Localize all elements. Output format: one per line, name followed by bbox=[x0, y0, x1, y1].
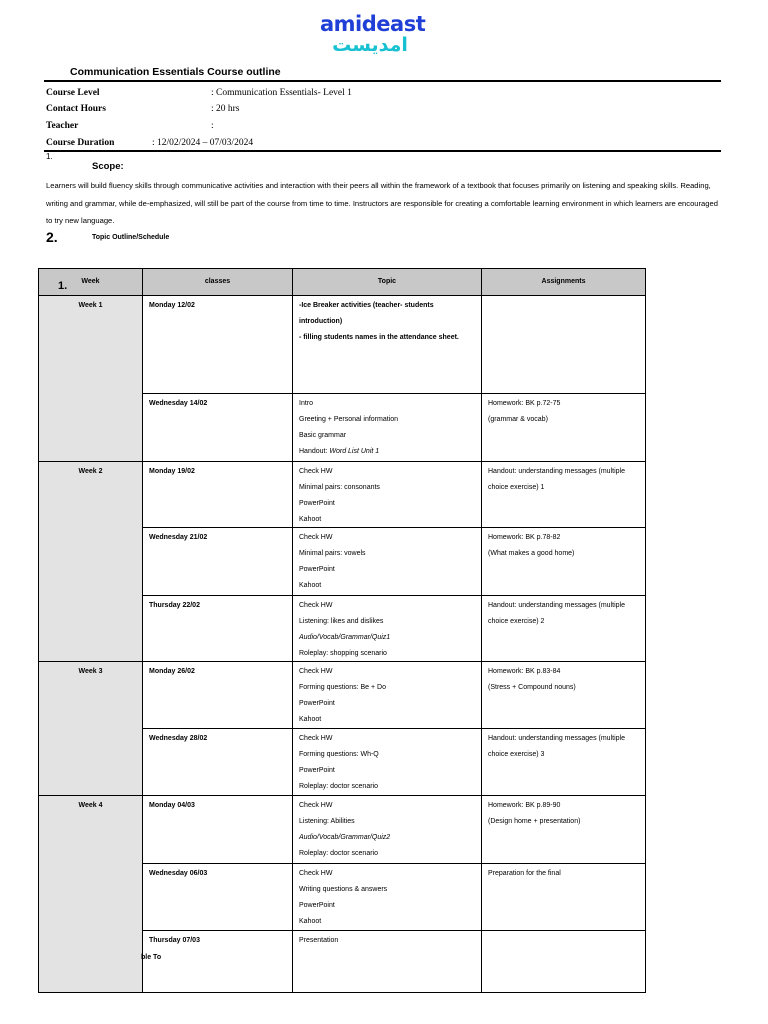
header-week-label: Week bbox=[81, 278, 100, 285]
topic-line: Writing questions & answers bbox=[299, 886, 388, 893]
topic-line: Intro bbox=[299, 400, 314, 407]
assignment-line: Homework: BK p.83-84 bbox=[488, 668, 561, 675]
topic-line: PowerPoint bbox=[299, 566, 335, 573]
title-rule bbox=[44, 80, 721, 82]
topic-line: Listening: Abilities bbox=[299, 818, 355, 825]
topic-line: PowerPoint bbox=[299, 700, 335, 707]
topic-line: Minimal pairs: vowels bbox=[299, 550, 366, 557]
topic-line: PowerPoint bbox=[299, 767, 335, 774]
assignment-cell bbox=[481, 527, 646, 596]
header-week bbox=[38, 268, 143, 296]
assignment-line: Handout: understanding messages (multiple bbox=[488, 735, 625, 742]
topic-cell bbox=[292, 661, 482, 729]
assignment-cell bbox=[481, 393, 646, 462]
assignment-cell bbox=[481, 930, 646, 993]
assignment-line: Homework: BK p.78-82 bbox=[488, 534, 561, 541]
assignment-cell bbox=[481, 795, 646, 864]
class-cell: Wednesday 28/02 bbox=[142, 728, 293, 796]
week-cell: Week 1 bbox=[38, 295, 143, 462]
header-topic: Topic bbox=[292, 268, 482, 296]
info-label: Teacher bbox=[46, 121, 79, 131]
assignment-line: (grammar & vocab) bbox=[488, 416, 548, 423]
info-value: : 20 hrs bbox=[211, 104, 240, 114]
section-1-number: 1. bbox=[46, 152, 53, 161]
topic-line: Check HW bbox=[299, 602, 333, 609]
logo-wordmark-en: amideast bbox=[320, 12, 426, 36]
topic-line: Minimal pairs: consonants bbox=[299, 484, 380, 491]
schedule-table bbox=[38, 268, 646, 992]
topic-line: Audio/Vocab/Grammar/Quiz2 bbox=[299, 834, 391, 841]
assignment-cell bbox=[481, 461, 646, 528]
amideast-logo bbox=[318, 12, 428, 56]
topic-line: Kahoot bbox=[299, 918, 322, 925]
topic-line: Kahoot bbox=[299, 582, 322, 589]
scope-paragraph: Learners will build fluency skills through communicative activities and interaction with their peers all within the framework of a textbook that focuses primarily on listening and speaking skills. Reading, writing and grammar, while de-emphasized, will still be part of the course from time to time. Instructors are responsible for creating a comfortable learning environment in which learners are encouraged to try new language. bbox=[46, 181, 718, 225]
topic-line: Check HW bbox=[299, 534, 333, 541]
topic-line: Check HW bbox=[299, 802, 333, 809]
week-cell: Week 2 bbox=[38, 461, 143, 662]
topic-line: Basic grammar bbox=[299, 432, 347, 439]
topic-cell bbox=[292, 930, 482, 993]
topic-line: Check HW bbox=[299, 870, 333, 877]
topic-line: Forming questions: Wh-Q bbox=[299, 751, 379, 758]
topic-line: - filling students names in the attendance sheet. bbox=[299, 334, 459, 341]
topic-line: Check HW bbox=[299, 735, 333, 742]
header-assignments: Assignments bbox=[481, 268, 646, 296]
topic-line: PowerPoint bbox=[299, 500, 335, 507]
topic-line: Roleplay: shopping scenario bbox=[299, 650, 387, 657]
topic-line: Presentation bbox=[299, 937, 339, 944]
topic-line-italic: Word List Unit 1 bbox=[329, 448, 380, 455]
class-cell: Monday 19/02 bbox=[142, 461, 293, 528]
topic-cell bbox=[292, 595, 482, 662]
topic-line-prefix: Handout: bbox=[299, 448, 330, 455]
topic-outline-heading: Topic Outline/Schedule bbox=[92, 234, 170, 241]
assignment-line: Homework: BK p.89-90 bbox=[488, 802, 561, 809]
class-cell: Thursday 22/02 bbox=[142, 595, 293, 662]
topic-line-handout bbox=[299, 444, 481, 460]
info-value: : bbox=[211, 121, 214, 131]
info-label: Contact Hours bbox=[46, 104, 106, 114]
topic-line: -Ice Breaker activities (teacher- students bbox=[299, 302, 434, 309]
topic-line: Listening: likes and dislikes bbox=[299, 618, 384, 625]
assignment-line: (Stress + Compound nouns) bbox=[488, 684, 576, 691]
document-title: Communication Essentials Course outline bbox=[70, 66, 281, 78]
assignment-cell bbox=[481, 595, 646, 662]
topic-cell bbox=[292, 393, 482, 462]
assignment-line: Homework: BK p.72-75 bbox=[488, 400, 561, 407]
topic-cell bbox=[292, 728, 482, 796]
info-value: : 12/02/2024 – 07/03/2024 bbox=[152, 138, 254, 148]
topic-cell bbox=[292, 461, 482, 528]
truncated-text-fragment: ble To bbox=[141, 954, 162, 961]
assignment-line: choice exercise) 1 bbox=[488, 484, 545, 491]
topic-line: introduction) bbox=[299, 318, 343, 325]
topic-line: Forming questions: Be + Do bbox=[299, 684, 386, 691]
assignment-cell bbox=[481, 863, 646, 931]
class-cell: Thursday 07/03 bbox=[142, 930, 293, 993]
topic-line: Check HW bbox=[299, 668, 333, 675]
topic-line: Kahoot bbox=[299, 516, 322, 523]
topic-line: Roleplay: doctor scenario bbox=[299, 850, 378, 857]
section-2-number: 2. bbox=[46, 229, 58, 245]
topic-cell bbox=[292, 295, 482, 394]
assignment-line: Handout: understanding messages (multiple bbox=[488, 468, 625, 475]
topic-cell bbox=[292, 527, 482, 596]
class-cell: Monday 12/02 bbox=[142, 295, 293, 394]
class-cell: Wednesday 06/03 bbox=[142, 863, 293, 931]
assignment-cell bbox=[481, 728, 646, 796]
topic-line: Audio/Vocab/Grammar/Quiz1 bbox=[299, 634, 391, 641]
topic-line: Greeting + Personal information bbox=[299, 416, 399, 423]
assignment-line: (Design home + presentation) bbox=[488, 818, 581, 825]
class-cell: Monday 04/03 bbox=[142, 795, 293, 864]
info-rule bbox=[44, 150, 721, 152]
info-label: Course Duration bbox=[46, 138, 115, 148]
info-value: : Communication Essentials- Level 1 bbox=[211, 88, 352, 98]
header-classes: classes bbox=[142, 268, 293, 296]
class-cell: Wednesday 21/02 bbox=[142, 527, 293, 596]
assignment-line: choice exercise) 2 bbox=[488, 618, 545, 625]
class-cell: Wednesday 14/02 bbox=[142, 393, 293, 462]
class-cell: Monday 26/02 bbox=[142, 661, 293, 729]
week-cell: Week 4 bbox=[38, 795, 143, 993]
assignment-cell bbox=[481, 661, 646, 729]
topic-line: PowerPoint bbox=[299, 902, 335, 909]
topic-line: Roleplay: doctor scenario bbox=[299, 783, 378, 790]
assignment-line: choice exercise) 3 bbox=[488, 751, 545, 758]
topic-line: Kahoot bbox=[299, 716, 322, 723]
logo-wordmark-ar: امديست bbox=[332, 34, 408, 56]
header-number: 1. bbox=[58, 280, 68, 292]
topic-line: Check HW bbox=[299, 468, 333, 475]
assignment-line: Preparation for the final bbox=[488, 870, 561, 877]
topic-cell bbox=[292, 795, 482, 864]
assignment-line: (What makes a good home) bbox=[488, 550, 575, 557]
assignment-line: Handout: understanding messages (multiple bbox=[488, 602, 625, 609]
topic-cell bbox=[292, 863, 482, 931]
assignment-cell bbox=[481, 295, 646, 394]
info-label: Course Level bbox=[46, 88, 100, 98]
scope-heading: Scope: bbox=[92, 161, 124, 172]
week-cell: Week 3 bbox=[38, 661, 143, 796]
